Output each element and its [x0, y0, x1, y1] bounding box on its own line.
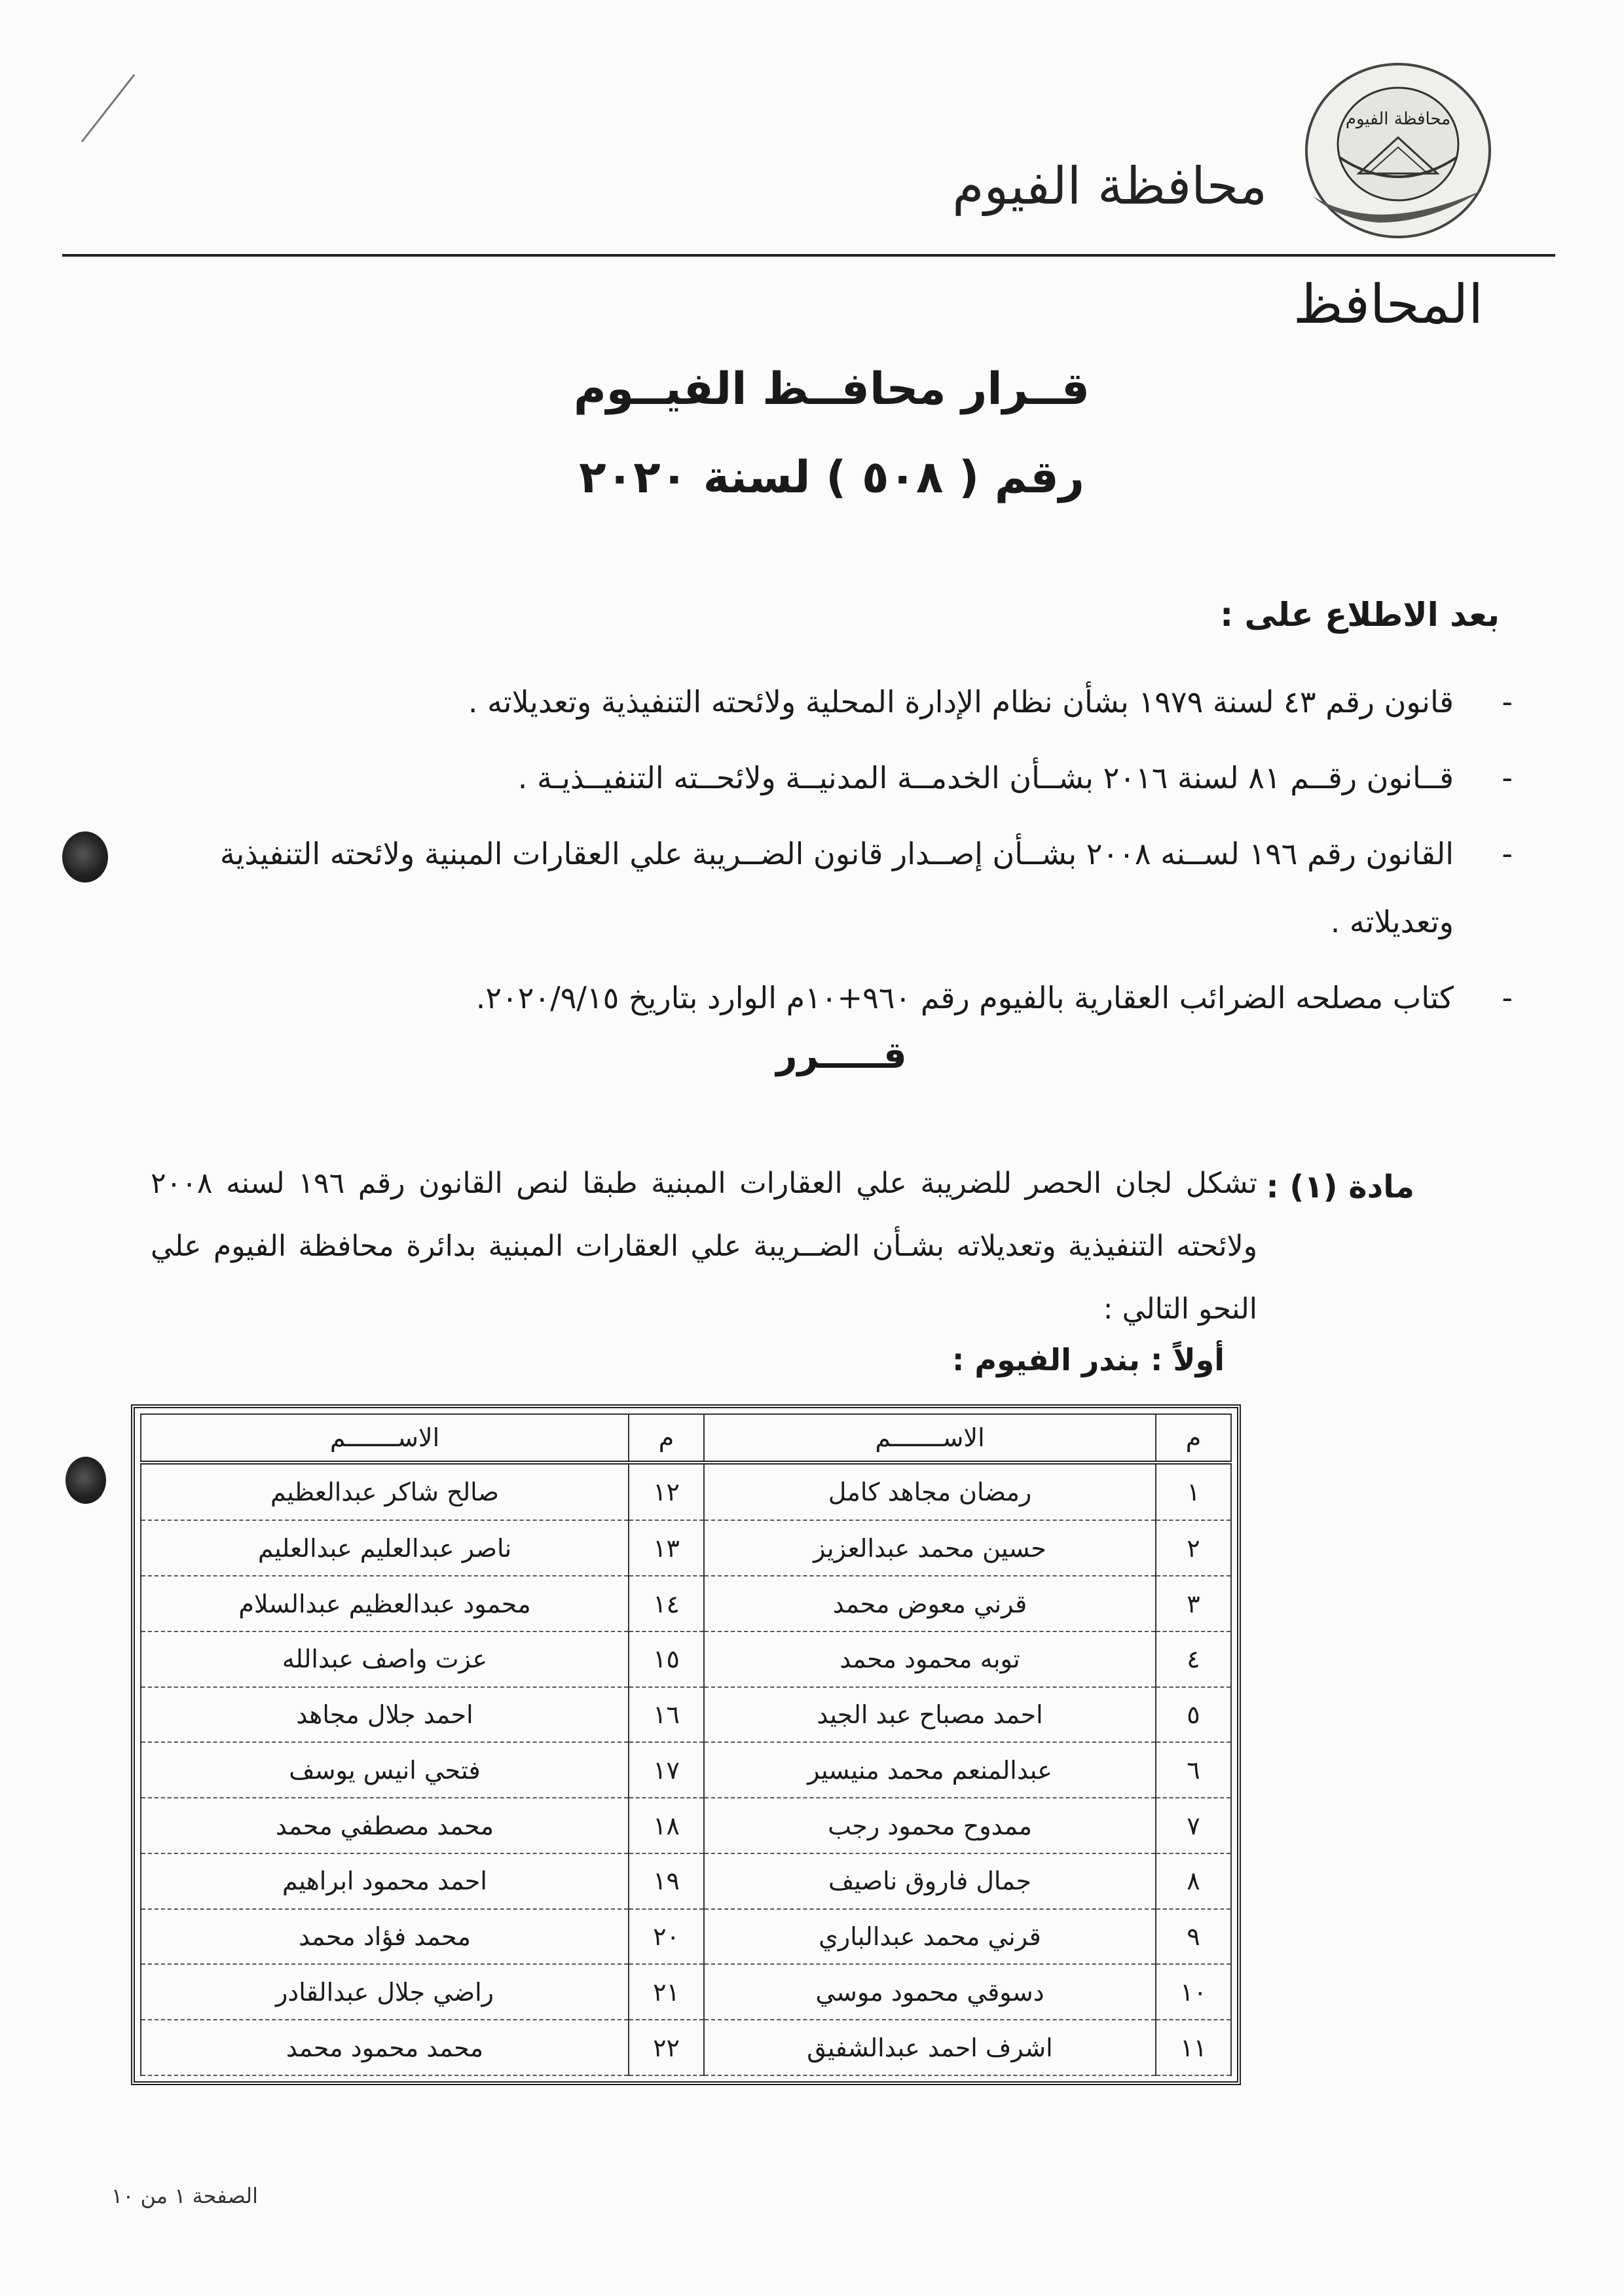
punch-hole-bottom — [65, 1457, 106, 1504]
reference-list — [170, 668, 1513, 1040]
cell-name: راضي جلال عبدالقادر — [141, 1964, 629, 2020]
cell-name: حسين محمد عبدالعزيز — [704, 1520, 1156, 1576]
seal-text: محافظة الفيوم — [1345, 109, 1451, 129]
cell-name: ممدوح محمود رجب — [704, 1798, 1156, 1853]
cell-num: ١ — [1156, 1463, 1231, 1520]
cell-name: محمود عبدالعظيم عبدالسلام — [141, 1576, 629, 1631]
cell-name: محمد مصطفي محمد — [141, 1798, 629, 1853]
cell-name: احمد مصباح عبد الجيد — [704, 1687, 1156, 1743]
header-num: م — [1156, 1414, 1231, 1463]
cell-num: ١٦ — [629, 1687, 704, 1743]
cell-num: ١٥ — [629, 1631, 704, 1687]
reference-item: - كتاب مصلحه الضرائب العقارية بالفيوم رقم ٩٦٠+١٠م الوارد بتاريخ ٢٠٢٠/٩/١٥. — [170, 964, 1513, 1032]
cell-num: ٢٠ — [629, 1909, 704, 1965]
header-divider — [62, 254, 1555, 257]
cell-name: اشرف احمد عبدالشفيق — [704, 2020, 1156, 2075]
cell-num: ٧ — [1156, 1798, 1231, 1853]
cell-name: محمد فؤاد محمد — [141, 1909, 629, 1965]
cell-num: ١٠ — [1156, 1964, 1231, 2020]
reference-item: - القانون رقم ١٩٦ لســنه ٢٠٠٨ بشــأن إصــدار قانون الضــريبة علي العقارات المبنية ولائحته التنفيذية وتعديلاته . — [170, 820, 1513, 956]
reference-item: - قانون رقم ٤٣ لسنة ١٩٧٩ بشأن نظام الإدارة المحلية ولائحته التنفيذية وتعديلاته . — [170, 668, 1513, 736]
cell-name: جمال فاروق ناصيف — [704, 1853, 1156, 1909]
cell-num: ٢٢ — [629, 2020, 704, 2075]
committee-members-table — [140, 1413, 1232, 2076]
cell-name: ناصر عبدالعليم عبدالعليم — [141, 1520, 629, 1576]
cell-num: ١٩ — [629, 1853, 704, 1909]
committee-table-frame — [131, 1404, 1241, 2085]
cell-name: قرني محمد عبدالباري — [704, 1909, 1156, 1965]
table-header-row — [141, 1414, 1231, 1463]
section-heading: أولاً : بندر الفيوم : — [951, 1342, 1225, 1377]
cell-num: ١٤ — [629, 1576, 704, 1631]
table-row — [141, 2020, 1231, 2075]
cell-name: عزت واصف عبدالله — [141, 1631, 629, 1687]
page-number: الصفحة ١ من ١٠ — [111, 2183, 258, 2208]
cell-num: ٥ — [1156, 1687, 1231, 1743]
cell-name: رمضان مجاهد كامل — [704, 1463, 1156, 1520]
reference-item: - قــانون رقــم ٨١ لسنة ٢٠١٦ بشــأن الخدمــة المدنيــة ولائحــته التنفيــذيـة . — [170, 744, 1513, 812]
scan-scratch — [81, 74, 135, 142]
article-text: تشكل لجان الحصر للضريبة علي العقارات المبنية طبقا لنص القانون رقم ١٩٦ لسنه ٢٠٠٨ ولائحته التنفيذية وتعديلاته بشـأن الضــريبة علي العقارات المبنية بدائرة محافظة الفيوم علي النحو التالي : — [151, 1167, 1257, 1326]
table-row — [141, 1463, 1231, 1520]
header-num: م — [629, 1414, 704, 1463]
punch-hole-top — [62, 831, 108, 883]
cell-name: عبدالمنعم محمد منيسير — [704, 1742, 1156, 1798]
cell-num: ٦ — [1156, 1742, 1231, 1798]
header-name: الاســـــــم — [141, 1414, 629, 1463]
table-row — [141, 1909, 1231, 1965]
cell-name: قرني معوض محمد — [704, 1576, 1156, 1631]
cell-num: ١٧ — [629, 1742, 704, 1798]
table-row — [141, 1853, 1231, 1909]
governorate-name: محافظة الفيوم — [952, 157, 1267, 216]
preamble-heading: بعد الاطلاع على : — [1220, 596, 1500, 634]
table-row — [141, 1964, 1231, 2020]
cell-name: توبه محمود محمد — [704, 1631, 1156, 1687]
office-title: المحافظ — [1293, 274, 1483, 336]
cell-name: محمد محمود محمد — [141, 2020, 629, 2075]
cell-name: احمد جلال مجاهد — [141, 1687, 629, 1743]
cell-name: احمد محمود ابراهيم — [141, 1853, 629, 1909]
table-row — [141, 1742, 1231, 1798]
cell-num: ٢ — [1156, 1520, 1231, 1576]
decision-heading: قـــــرر — [776, 1034, 907, 1077]
table-row — [141, 1520, 1231, 1576]
cell-num: ٩ — [1156, 1909, 1231, 1965]
cell-num: ٤ — [1156, 1631, 1231, 1687]
decree-title: قــرار محافــظ الفيــوم — [573, 363, 1090, 415]
table-row — [141, 1798, 1231, 1853]
cell-name: صالح شاكر عبدالعظيم — [141, 1463, 629, 1520]
table-row — [141, 1631, 1231, 1687]
cell-num: ٨ — [1156, 1853, 1231, 1909]
cell-num: ١٢ — [629, 1463, 704, 1520]
article-label: مادة (١) : — [1266, 1169, 1414, 1205]
cell-name: فتحي انيس يوسف — [141, 1742, 629, 1798]
cell-num: ٢١ — [629, 1964, 704, 2020]
table-row — [141, 1687, 1231, 1743]
header-name: الاســـــــم — [704, 1414, 1156, 1463]
cell-num: ١٨ — [629, 1798, 704, 1853]
cell-num: ١١ — [1156, 2020, 1231, 2075]
governorate-seal-logo — [1300, 59, 1496, 242]
cell-name: دسوقي محمود موسي — [704, 1964, 1156, 2020]
cell-num: ١٣ — [629, 1520, 704, 1576]
cell-num: ٣ — [1156, 1576, 1231, 1631]
decree-number: رقم ( ٥٠٨ ) لسنة ٢٠٢٠ — [579, 452, 1084, 503]
table-row — [141, 1576, 1231, 1631]
